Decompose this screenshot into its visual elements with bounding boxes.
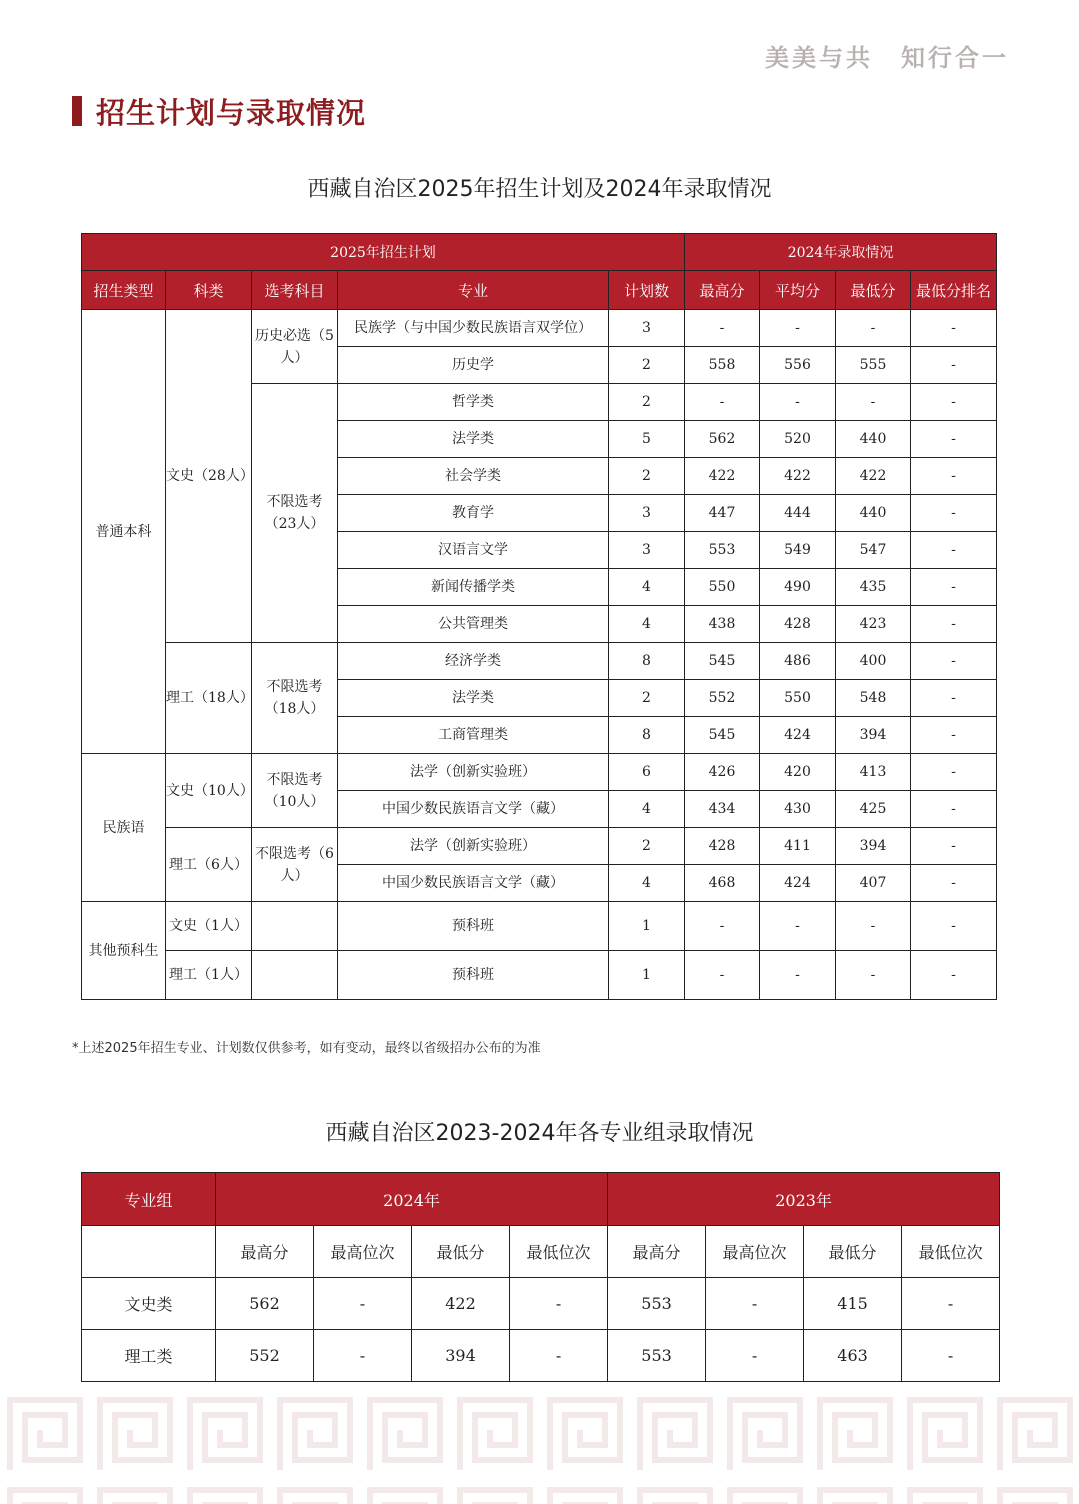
value-cell: 555: [836, 347, 911, 384]
year-2024-header: 2024年: [216, 1173, 608, 1226]
major-cell: 中国少数民族语言文学（藏）: [338, 791, 609, 828]
col-header: 平均分: [760, 271, 836, 310]
merged-cell: 理工（18人）: [166, 643, 252, 754]
slogan-2: 知行合一: [901, 43, 1009, 72]
section-heading: [72, 94, 366, 128]
value-cell: 438: [685, 606, 760, 643]
value-cell: 440: [836, 495, 911, 532]
table-row: [82, 643, 997, 680]
value-cell: -: [685, 310, 760, 347]
value-cell: 553: [608, 1278, 706, 1330]
value-cell: 428: [685, 828, 760, 865]
table-row: [82, 1278, 1000, 1330]
value-cell: 444: [760, 495, 836, 532]
major-cell: 预科班: [338, 902, 609, 951]
value-cell: 548: [836, 680, 911, 717]
subheader-row: [82, 1226, 1000, 1278]
value-cell: -: [911, 606, 997, 643]
col-header: 科类: [166, 271, 252, 310]
value-cell: -: [706, 1278, 804, 1330]
value-cell: -: [685, 902, 760, 951]
value-cell: -: [911, 495, 997, 532]
value-cell: -: [911, 643, 997, 680]
major-cell: 法学类: [338, 421, 609, 458]
value-cell: -: [902, 1278, 1000, 1330]
value-cell: 425: [836, 791, 911, 828]
value-cell: 440: [836, 421, 911, 458]
table-row: [82, 1330, 1000, 1382]
value-cell: 394: [836, 828, 911, 865]
value-cell: -: [685, 951, 760, 1000]
value-cell: 2: [609, 680, 685, 717]
value-cell: 407: [836, 865, 911, 902]
value-cell: -: [911, 532, 997, 569]
value-cell: 422: [685, 458, 760, 495]
major-cell: 社会学类: [338, 458, 609, 495]
header-slogan: [737, 38, 1009, 73]
value-cell: -: [760, 902, 836, 951]
major-cell: 预科班: [338, 951, 609, 1000]
value-cell: -: [685, 384, 760, 421]
table2-title: 西藏自治区2023-2024年各专业组录取情况: [325, 1121, 754, 1146]
col-header: 最高分: [685, 271, 760, 310]
col-header: 专业: [338, 271, 609, 310]
major-cell: 法学（创新实验班）: [338, 828, 609, 865]
group-plan-header: 2025年招生计划: [82, 234, 685, 271]
value-cell: -: [911, 310, 997, 347]
major-cell: 汉语言文学: [338, 532, 609, 569]
value-cell: 549: [760, 532, 836, 569]
value-cell: 556: [760, 347, 836, 384]
subcol-header: 最低分: [804, 1226, 902, 1278]
value-cell: 520: [760, 421, 836, 458]
value-cell: 430: [760, 791, 836, 828]
subcol-header: 最低位次: [902, 1226, 1000, 1278]
value-cell: -: [911, 865, 997, 902]
value-cell: -: [911, 421, 997, 458]
value-cell: 2: [609, 458, 685, 495]
major-cell: 经济学类: [338, 643, 609, 680]
value-cell: 545: [685, 643, 760, 680]
value-cell: -: [836, 902, 911, 951]
value-cell: 422: [412, 1278, 510, 1330]
empty-cell: [252, 902, 338, 951]
value-cell: 434: [685, 791, 760, 828]
group-cell: 文史类: [82, 1278, 216, 1330]
table1-title: 西藏自治区2025年招生计划及2024年录取情况: [307, 177, 772, 202]
subcol-header: 最高分: [216, 1226, 314, 1278]
empty-cell: [252, 951, 338, 1000]
slogan-1: 美美与共: [765, 43, 873, 72]
major-cell: 历史学: [338, 347, 609, 384]
group-admit-header: 2024年录取情况: [685, 234, 997, 271]
value-cell: -: [314, 1278, 412, 1330]
value-cell: -: [911, 754, 997, 791]
value-cell: -: [902, 1330, 1000, 1382]
table-row: [82, 754, 997, 791]
value-cell: 463: [804, 1330, 902, 1382]
value-cell: 447: [685, 495, 760, 532]
merged-cell: 理工（6人）: [166, 828, 252, 902]
value-cell: 4: [609, 791, 685, 828]
merged-cell: 普通本科: [82, 310, 166, 754]
value-cell: 424: [760, 865, 836, 902]
col-header: 招生类型: [82, 271, 166, 310]
merged-cell: 文史（1人）: [166, 902, 252, 951]
value-cell: 394: [412, 1330, 510, 1382]
merged-cell: 理工（1人）: [166, 951, 252, 1000]
value-cell: 415: [804, 1278, 902, 1330]
value-cell: -: [314, 1330, 412, 1382]
merged-cell: 其他预科生: [82, 902, 166, 1000]
value-cell: 2: [609, 347, 685, 384]
value-cell: -: [911, 384, 997, 421]
value-cell: 3: [609, 532, 685, 569]
value-cell: 486: [760, 643, 836, 680]
subcol-header: 最高位次: [314, 1226, 412, 1278]
empty-cell: [82, 1226, 216, 1278]
major-cell: 公共管理类: [338, 606, 609, 643]
value-cell: 424: [760, 717, 836, 754]
value-cell: 552: [685, 680, 760, 717]
value-cell: -: [760, 384, 836, 421]
value-cell: 8: [609, 717, 685, 754]
value-cell: -: [911, 717, 997, 754]
subcol-header: 最高位次: [706, 1226, 804, 1278]
decorative-pattern: [0, 1390, 1079, 1504]
value-cell: -: [911, 828, 997, 865]
major-cell: 中国少数民族语言文学（藏）: [338, 865, 609, 902]
value-cell: -: [911, 458, 997, 495]
value-cell: -: [911, 680, 997, 717]
value-cell: 423: [836, 606, 911, 643]
value-cell: -: [510, 1278, 608, 1330]
table-row: [82, 951, 997, 1000]
value-cell: -: [760, 951, 836, 1000]
value-cell: 426: [685, 754, 760, 791]
value-cell: -: [911, 951, 997, 1000]
value-cell: 435: [836, 569, 911, 606]
footnote: *上述2025年招生专业、计划数仅供参考，如有变动，最终以省级招办公布的为准: [72, 1041, 541, 1056]
table-row: [82, 310, 997, 347]
major-cell: 工商管理类: [338, 717, 609, 754]
major-cell: 民族学（与中国少数民族语言双学位）: [338, 310, 609, 347]
value-cell: -: [836, 951, 911, 1000]
value-cell: 400: [836, 643, 911, 680]
subcol-header: 最低分: [412, 1226, 510, 1278]
section-title: 招生计划与录取情况: [96, 95, 367, 130]
value-cell: -: [911, 569, 997, 606]
value-cell: -: [911, 902, 997, 951]
major-cell: 法学（创新实验班）: [338, 754, 609, 791]
value-cell: 428: [760, 606, 836, 643]
group-col-header: 专业组: [82, 1173, 216, 1226]
value-cell: -: [911, 347, 997, 384]
value-cell: 4: [609, 865, 685, 902]
value-cell: 552: [216, 1330, 314, 1382]
value-cell: 394: [836, 717, 911, 754]
value-cell: 6: [609, 754, 685, 791]
value-cell: -: [836, 310, 911, 347]
value-cell: 547: [836, 532, 911, 569]
value-cell: 545: [685, 717, 760, 754]
value-cell: -: [836, 384, 911, 421]
value-cell: 562: [216, 1278, 314, 1330]
merged-cell: 历史必选（5人）: [252, 310, 338, 384]
value-cell: 4: [609, 606, 685, 643]
value-cell: 562: [685, 421, 760, 458]
value-cell: 553: [685, 532, 760, 569]
section-bar: [72, 96, 82, 126]
merged-cell: 不限选考（6人）: [252, 828, 338, 902]
value-cell: 550: [685, 569, 760, 606]
value-cell: 420: [760, 754, 836, 791]
merged-cell: 文史（28人）: [166, 310, 252, 643]
subcol-header: 最高分: [608, 1226, 706, 1278]
value-cell: 1: [609, 951, 685, 1000]
value-cell: 550: [760, 680, 836, 717]
plan-admission-table: [81, 233, 997, 1000]
value-cell: -: [706, 1330, 804, 1382]
major-cell: 哲学类: [338, 384, 609, 421]
value-cell: 1: [609, 902, 685, 951]
table-row: [82, 828, 997, 865]
value-cell: 553: [608, 1330, 706, 1382]
value-cell: 422: [760, 458, 836, 495]
group-cell: 理工类: [82, 1330, 216, 1382]
merged-cell: 不限选考（18人）: [252, 643, 338, 754]
value-cell: 4: [609, 569, 685, 606]
merged-cell: 不限选考（23人）: [252, 384, 338, 643]
col-header: 选考科目: [252, 271, 338, 310]
col-header: 最低分排名: [911, 271, 997, 310]
value-cell: 411: [760, 828, 836, 865]
value-cell: 2: [609, 828, 685, 865]
major-cell: 法学类: [338, 680, 609, 717]
subcol-header: 最低位次: [510, 1226, 608, 1278]
table-row: [82, 902, 997, 951]
col-header: 计划数: [609, 271, 685, 310]
value-cell: -: [911, 791, 997, 828]
value-cell: 8: [609, 643, 685, 680]
value-cell: -: [510, 1330, 608, 1382]
value-cell: 422: [836, 458, 911, 495]
value-cell: 3: [609, 495, 685, 532]
value-cell: 413: [836, 754, 911, 791]
group-admission-table: [81, 1172, 1000, 1382]
merged-cell: 不限选考（10人）: [252, 754, 338, 828]
major-cell: 新闻传播学类: [338, 569, 609, 606]
col-header: 最低分: [836, 271, 911, 310]
value-cell: -: [760, 310, 836, 347]
value-cell: 5: [609, 421, 685, 458]
value-cell: 3: [609, 310, 685, 347]
value-cell: 558: [685, 347, 760, 384]
merged-cell: 民族语: [82, 754, 166, 902]
value-cell: 490: [760, 569, 836, 606]
major-cell: 教育学: [338, 495, 609, 532]
value-cell: 2: [609, 384, 685, 421]
value-cell: 468: [685, 865, 760, 902]
merged-cell: 文史（10人）: [166, 754, 252, 828]
year-2023-header: 2023年: [608, 1173, 1000, 1226]
